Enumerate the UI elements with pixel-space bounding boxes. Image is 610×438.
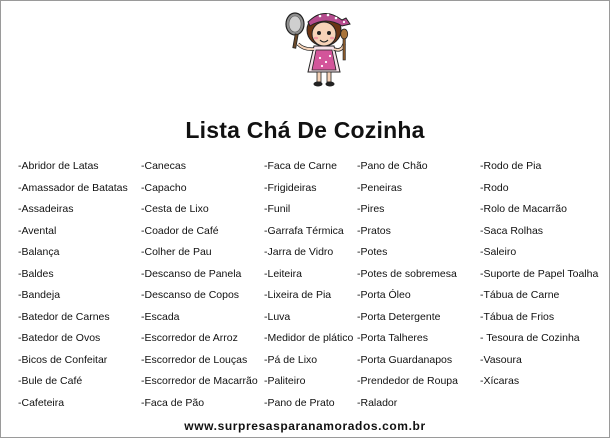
list-item: -Saleiro (480, 246, 517, 258)
list-item: -Faca de Carne (264, 160, 337, 172)
list-item: -Pá de Lixo (264, 353, 318, 366)
list-item: -Bicos de Confeitar (18, 353, 108, 366)
list-column-2 (141, 156, 271, 414)
list-item: -Rodo (480, 181, 509, 194)
list-item: -Avental (18, 224, 57, 237)
list-column-5 (480, 156, 610, 393)
list-item: -Amassador de Batatas (18, 181, 128, 194)
list-item: -Vasoura (480, 353, 522, 366)
list-item: -Suporte de Papel Toalha (480, 267, 599, 280)
list-item: -Pano de Chão (357, 160, 428, 172)
list-item: -Medidor de plático (264, 332, 354, 344)
list-item: -Porta Talheres (357, 332, 429, 344)
list-item: -Bule de Café (18, 375, 83, 387)
list-item: -Funil (264, 203, 291, 215)
list-item: -Paliteiro (264, 375, 306, 387)
list-item: -Escorredor de Arroz (141, 332, 238, 344)
page-title: Lista Chá De Cozinha (185, 117, 425, 143)
list-item: -Rolo de Macarrão (480, 203, 567, 215)
list-item: -Descanso de Panela (141, 267, 242, 280)
list-item: -Colher de Pau (141, 246, 212, 258)
list-item: -Pires (357, 203, 385, 215)
list-item: -Tábua de Carne (480, 289, 560, 301)
list-item: -Descanso de Copos (141, 289, 240, 301)
list-item: -Garrafa Térmica (264, 224, 344, 237)
list-item: -Canecas (141, 160, 186, 172)
list-item: -Porta Óleo (357, 289, 411, 301)
list-item: -Baldes (18, 267, 54, 280)
list-item: -Xícaras (480, 375, 520, 387)
list-column-4 (357, 156, 487, 414)
list-item: -Balança (18, 246, 60, 258)
list-item: -Lixeira de Pia (264, 289, 332, 301)
list-item: -Bandeja (18, 289, 61, 301)
list-item: -Peneiras (357, 181, 402, 194)
chef-girl-illustration (280, 6, 360, 88)
list-item: -Ralador (357, 396, 398, 409)
list-item: -Cafeteira (18, 396, 65, 409)
list-item: -Porta Guardanapos (357, 353, 453, 366)
list-item: -Abridor de Latas (18, 160, 99, 172)
list-item: -Cesta de Lixo (141, 203, 209, 215)
list-item: -Frigideiras (264, 181, 317, 194)
gift-list (0, 156, 610, 414)
list-item: -Escorredor de Macarrão (141, 375, 258, 387)
list-column-1 (18, 156, 148, 414)
list-item: -Coador de Café (141, 224, 219, 237)
footer-website: www.surpresasparanamorados.com.br (184, 419, 426, 433)
list-item: -Pratos (357, 224, 391, 237)
list-item: -Rodo de Pia (480, 160, 542, 172)
list-item: -Saca Rolhas (480, 224, 544, 237)
list-item: -Pano de Prato (264, 396, 335, 409)
list-item: -Assadeiras (18, 203, 74, 215)
list-item: -Prendedor de Roupa (357, 375, 458, 387)
list-item: -Faca de Pão (141, 396, 205, 409)
list-item: - Tesoura de Cozinha (480, 332, 580, 344)
list-item: -Batedor de Ovos (18, 332, 101, 344)
list-item: -Potes (357, 246, 388, 258)
list-item: -Luva (264, 310, 291, 323)
list-item: -Tábua de Frios (480, 310, 555, 323)
list-item: -Porta Detergente (357, 310, 441, 323)
list-item: -Jarra de Vidro (264, 246, 334, 258)
list-item: -Escada (141, 310, 180, 323)
list-item: -Leiteira (264, 267, 302, 280)
list-item: -Batedor de Carnes (18, 310, 110, 323)
list-item: -Capacho (141, 181, 187, 194)
list-item: -Potes de sobremesa (357, 267, 457, 280)
list-item: -Escorredor de Louças (141, 353, 248, 366)
